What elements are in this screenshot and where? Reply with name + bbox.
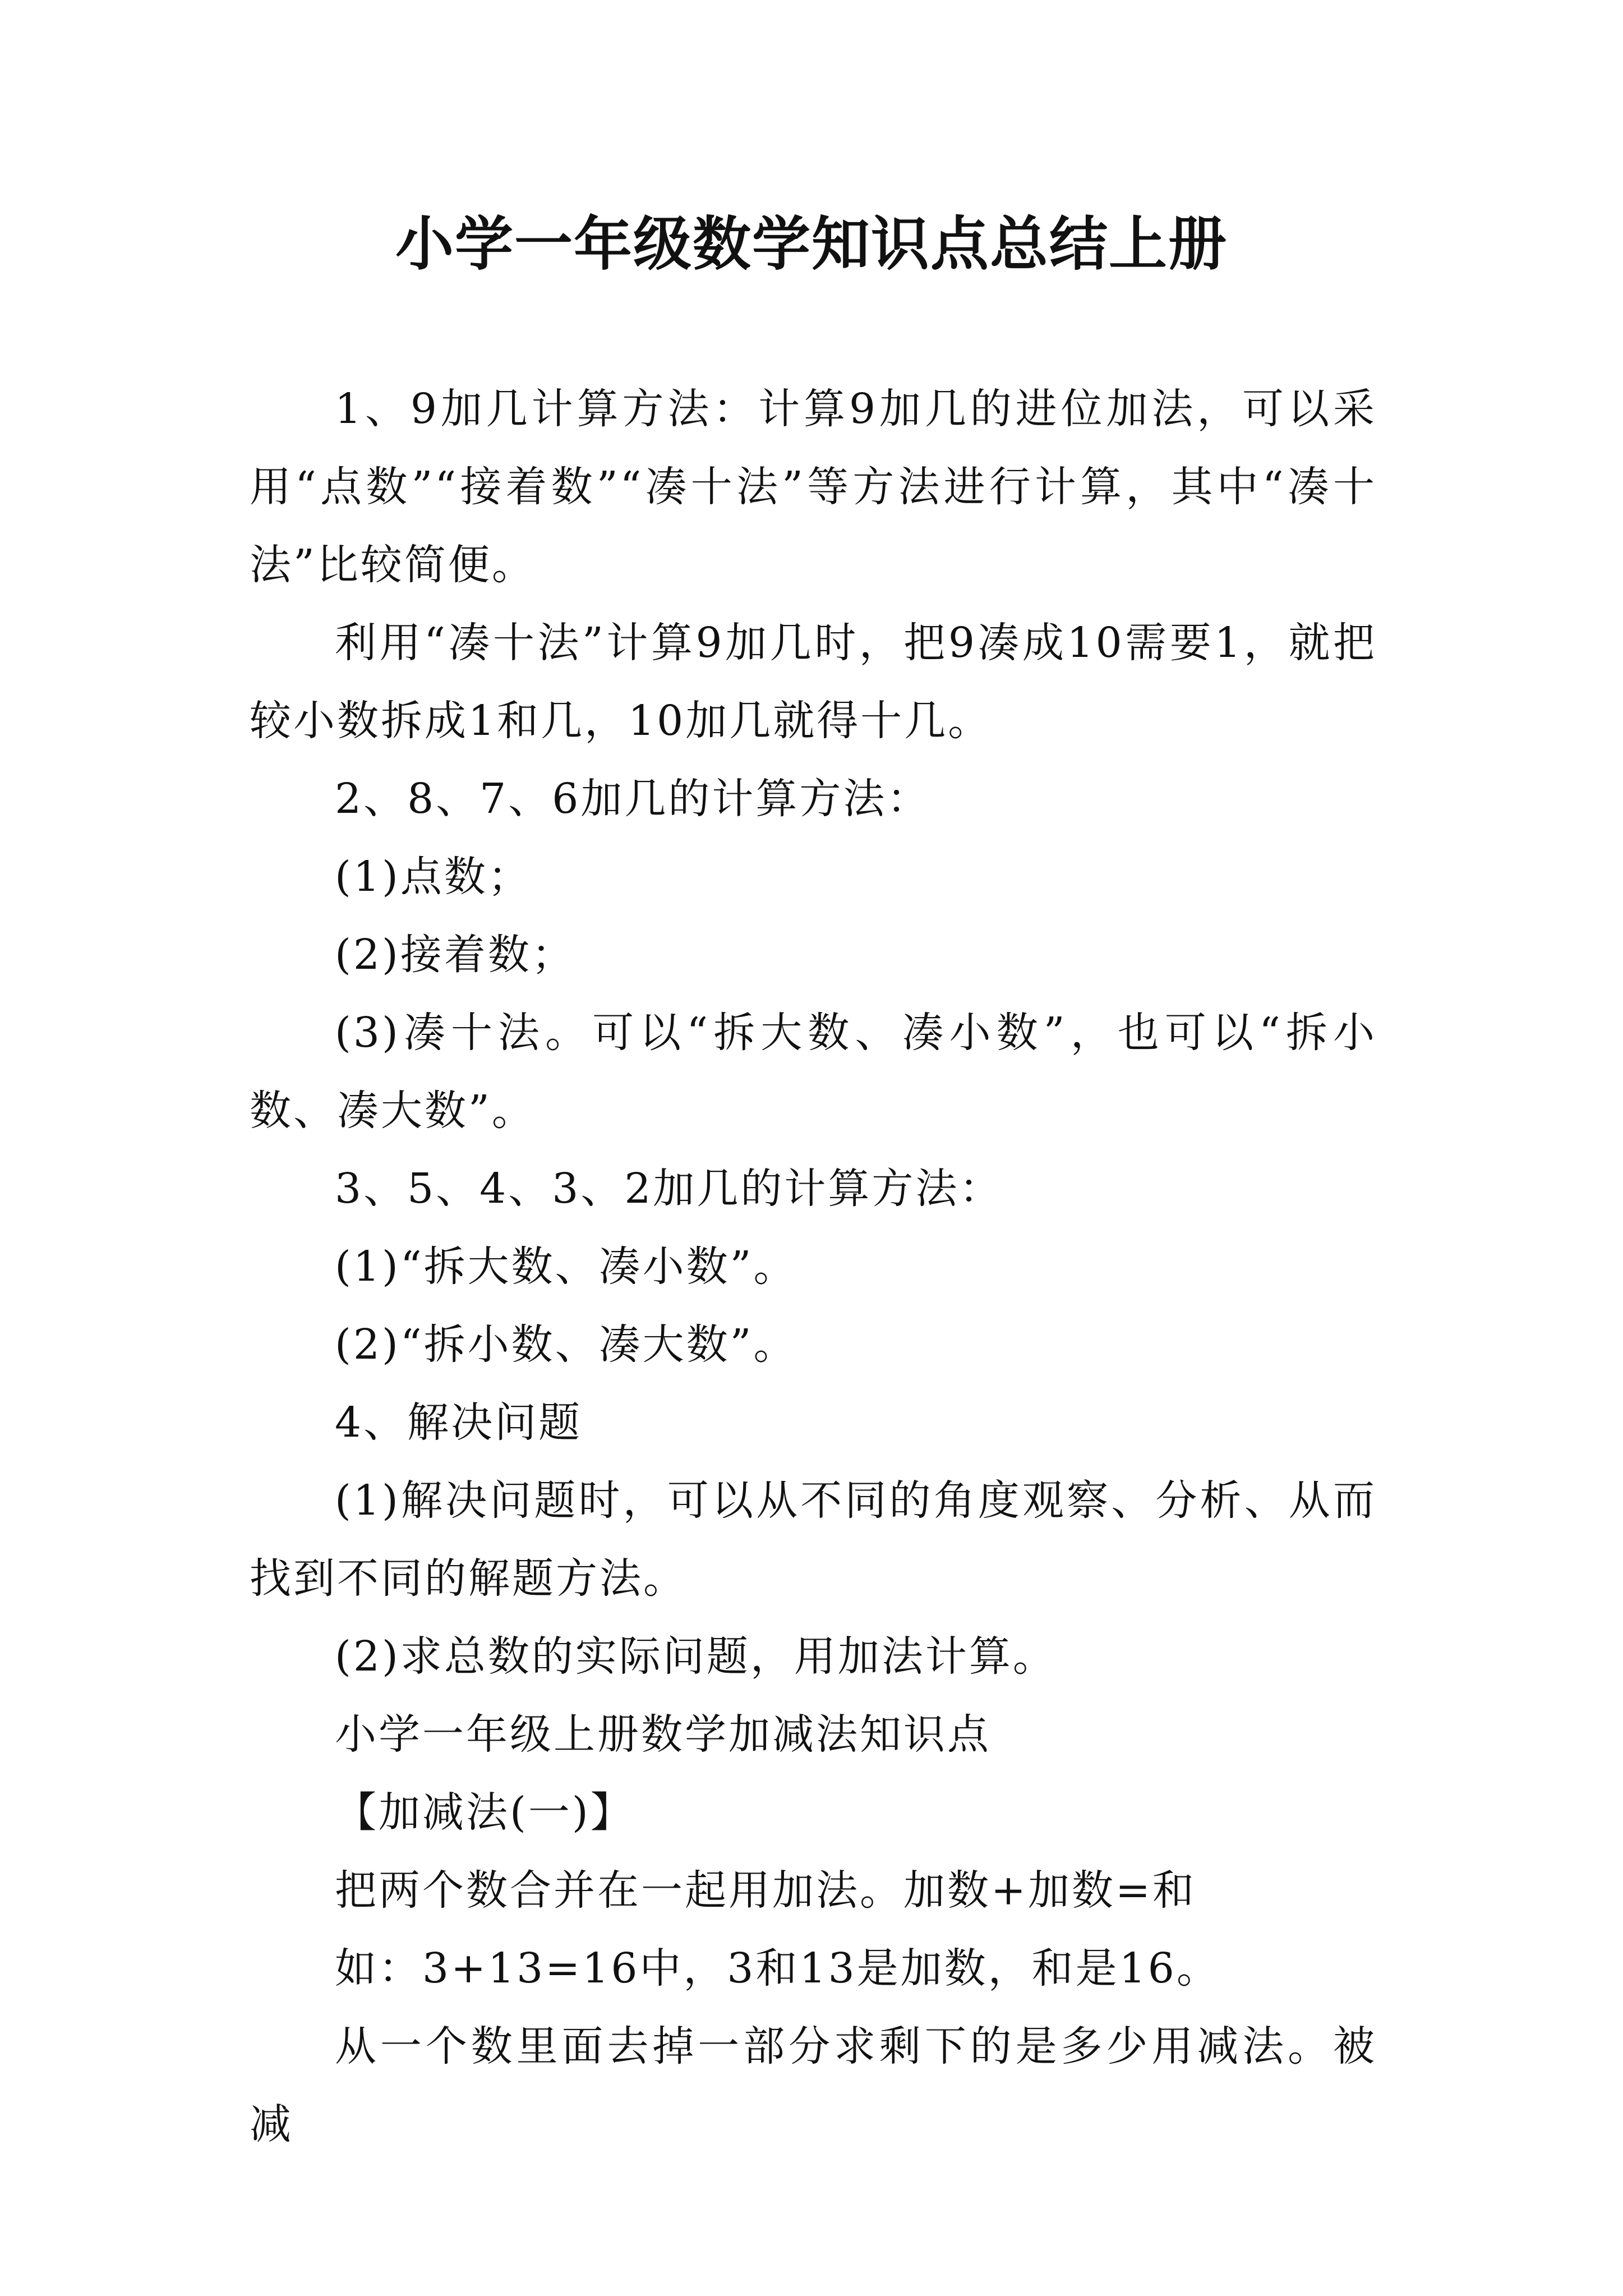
paragraph: 1、9加几计算方法：计算9加几的进位加法，可以采用“点数”“接着数”“凑十法”等方法进行计算，其中“凑十法”比较简便。 bbox=[250, 385, 1377, 589]
paragraph: (1)“拆大数、凑小数”。 bbox=[335, 1243, 797, 1291]
paragraph: 把两个数合并在一起用加法。加数+加数=和 bbox=[335, 1866, 1197, 1915]
paragraph: (2)接着数； bbox=[335, 931, 575, 979]
paragraph: (3)凑十法。可以“拆大数、凑小数”，也可以“拆小数、凑大数”。 bbox=[250, 1009, 1377, 1135]
paragraph: 【加减法(一)】 bbox=[335, 1788, 634, 1837]
paragraph: (1)解决问题时，可以从不同的角度观察、分析、从而找到不同的解题方法。 bbox=[250, 1476, 1377, 1603]
document-body bbox=[250, 370, 1377, 2164]
paragraph: (2)求总数的实际问题，用加法计算。 bbox=[335, 1632, 1057, 1681]
paragraph: 3、5、4、3、2加几的计算方法： bbox=[335, 1165, 1003, 1213]
paragraph: (1)点数； bbox=[335, 853, 532, 901]
paragraph: 小学一年级上册数学加减法知识点 bbox=[335, 1710, 991, 1759]
document-title: 小学一年级数学知识点总结上册 bbox=[395, 209, 1228, 278]
paragraph: 利用“凑十法”计算9加几时，把9凑成10需要1，就把较小数拆成1和几，10加几就得十几。 bbox=[250, 619, 1377, 745]
paragraph: (2)“拆小数、凑大数”。 bbox=[335, 1320, 797, 1369]
paragraph: 如：3+13=16中，3和13是加数，和是16。 bbox=[335, 1944, 1220, 1993]
paragraph: 从一个数里面去掉一部分求剩下的是多少用减法。被减 bbox=[250, 2022, 1377, 2148]
paragraph: 4、解决问题 bbox=[335, 1398, 583, 1447]
paragraph: 2、8、7、6加几的计算方法： bbox=[335, 775, 931, 823]
